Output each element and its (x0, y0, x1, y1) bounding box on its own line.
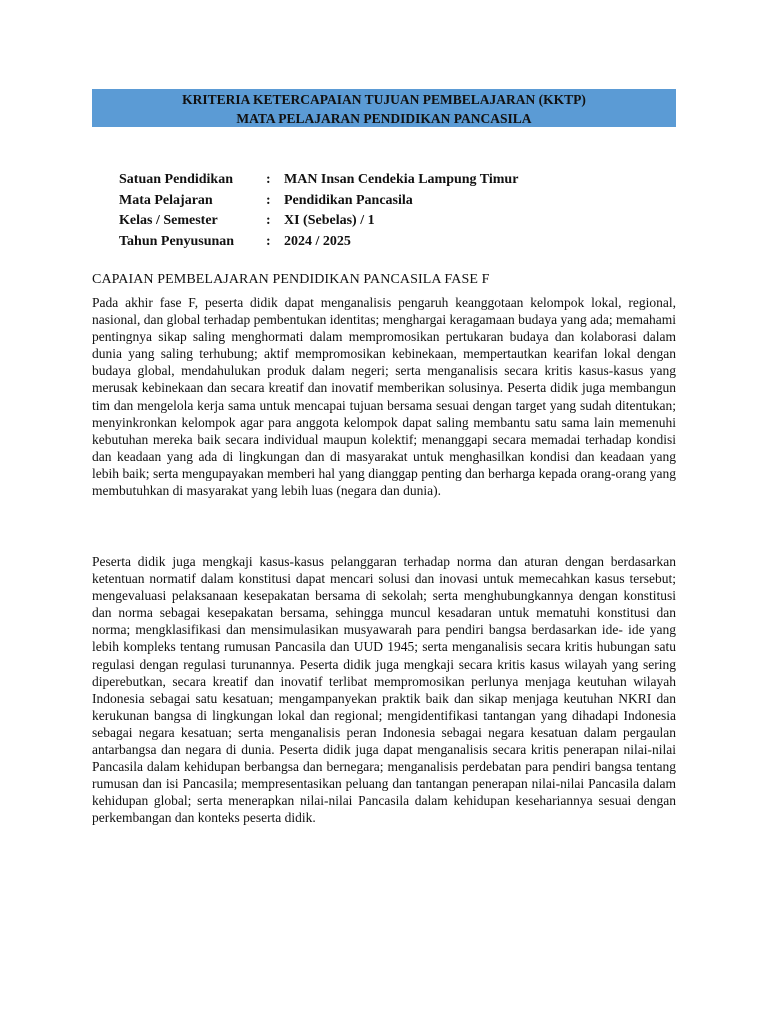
info-value: Pendidikan Pancasila (284, 192, 413, 208)
info-row-tahun-penyusunan (119, 232, 518, 253)
info-colon: : (266, 192, 271, 208)
title-banner (92, 89, 676, 127)
document-title: KRITERIA KETERCAPAIAN TUJUAN PEMBELAJARAN (KKTP) (182, 92, 586, 107)
info-row-satuan-pendidikan (119, 170, 518, 191)
info-value: MAN Insan Cendekia Lampung Timur (284, 172, 519, 187)
info-value: 2024 / 2025 (284, 233, 351, 249)
info-label: Mata Pelajaran (119, 192, 213, 208)
info-row-mata-pelajaran (119, 191, 518, 212)
info-colon: : (266, 233, 271, 249)
document-subtitle: MATA PELAJARAN PENDIDIKAN PANCASILA (236, 111, 532, 126)
body-paragraph-2: Peserta didik juga mengkaji kasus-kasus pelanggaran terhadap norma dan aturan dengan berdasarkan ketentuan normatif dalam konstitusi dapat mencari solusi dan inovasi untuk memecahkan kasus tersebut; mengevaluasi pelaksanaan kesepakatan bersama di sekolah; serta menghubungkannya dengan konstitusi dan norma sebagai kesepakatan bersama, sehingga muncul kesadaran untuk mematuhi konstitusi dan norma; mengklasifikasi dan mensimulasikan musyawarah para pendiri bangsa berdasarkan ide- ide yang lebih kompleks tentang rumusan Pancasila dan UUD 1945; serta menganalisis secara kritis hubungan satu regulasi dengan regulasi turunannya. Peserta didik juga mengkaji secara kritis kasus wilayah yang sering diperebutkan, secara kreatif dan inovatif terlibat mempromosikan perlunya menjaga keutuhan wilayah Indonesia sebagai satu kesatuan; mengampanyekan praktik baik dan sikap menjaga keutuhan NKRI dan kerukunan bangsa di lingkungan lokal dan regional; mengidentifikasi tantangan yang dihadapi Indonesia sebagai negara kesatuan; serta menganalisis peran Indonesia sebagai negara kesatuan dalam pergaulan antarbangsa dan negara di dunia. Peserta didik juga dapat menganalisis secara kritis penerapan nilai-nilai Pancasila dalam kehidupan berbangsa dan bernegara; menganalisis perdebatan para pendiri bangsa tentang rumusan dan isi Pancasila; mempresentasikan peluang dan tantangan penerapan nilai-nilai Pancasila dalam kehidupan global; serta menerapkan nilai-nilai Pancasila dalam kehidupan kesehariannya sesuai dengan perkembangan dan konteks peserta didik. (92, 554, 676, 826)
info-colon: : (266, 172, 271, 187)
info-colon: : (266, 213, 271, 228)
info-label: Kelas / Semester (119, 213, 218, 228)
info-row-kelas-semester (119, 211, 518, 232)
info-label: Satuan Pendidikan (119, 172, 233, 187)
body-paragraph-1: Pada akhir fase F, peserta didik dapat menganalisis pengaruh keanggotaan kelompok lokal, regional, nasional, dan global terhadap pembentukan identitas; menghargai keragamaan budaya yang ada; memahami pentingnya sikap saling menghormati dalam mempromosikan pertukaran budaya dan kolaborasi dalam dunia yang saling terhubung; aktif mempromosikan kebinekaan, mempertautkan kearifan lokal dengan budaya global, mendahulukan produk dalam negeri; serta menganalisis secara kritis kasus-kasus yang merusak kebinekaan dan secara kreatif dan inovatif memberikan solusinya. Peserta didik juga membangun tim dan mengelola kerja sama untuk mencapai tujuan bersama sesuai dengan target yang sudah ditentukan; menyinkronkan kelompok agar para anggota kelompok dapat saling membantu satu sama lain memenuhi kebutuhan mereka baik secara individual maupun kolektif; menanggapi secara memadai terhadap kondisi dan keadaan yang ada di lingkungan dan di masyarakat untuk menghasilkan kondisi dan keadaan yang lebih baik; serta mengupayakan memberi hal yang dianggap penting dan berharga kepada orang-orang yang membutuhkan di masyarakat yang lebih luas (negara dan dunia). (92, 295, 676, 499)
info-value: XI (Sebelas) / 1 (284, 213, 375, 228)
info-label: Tahun Penyusunan (119, 233, 235, 249)
identity-table (119, 170, 518, 252)
section-heading: CAPAIAN PEMBELAJARAN PENDIDIKAN PANCASILA FASE F (92, 272, 490, 287)
